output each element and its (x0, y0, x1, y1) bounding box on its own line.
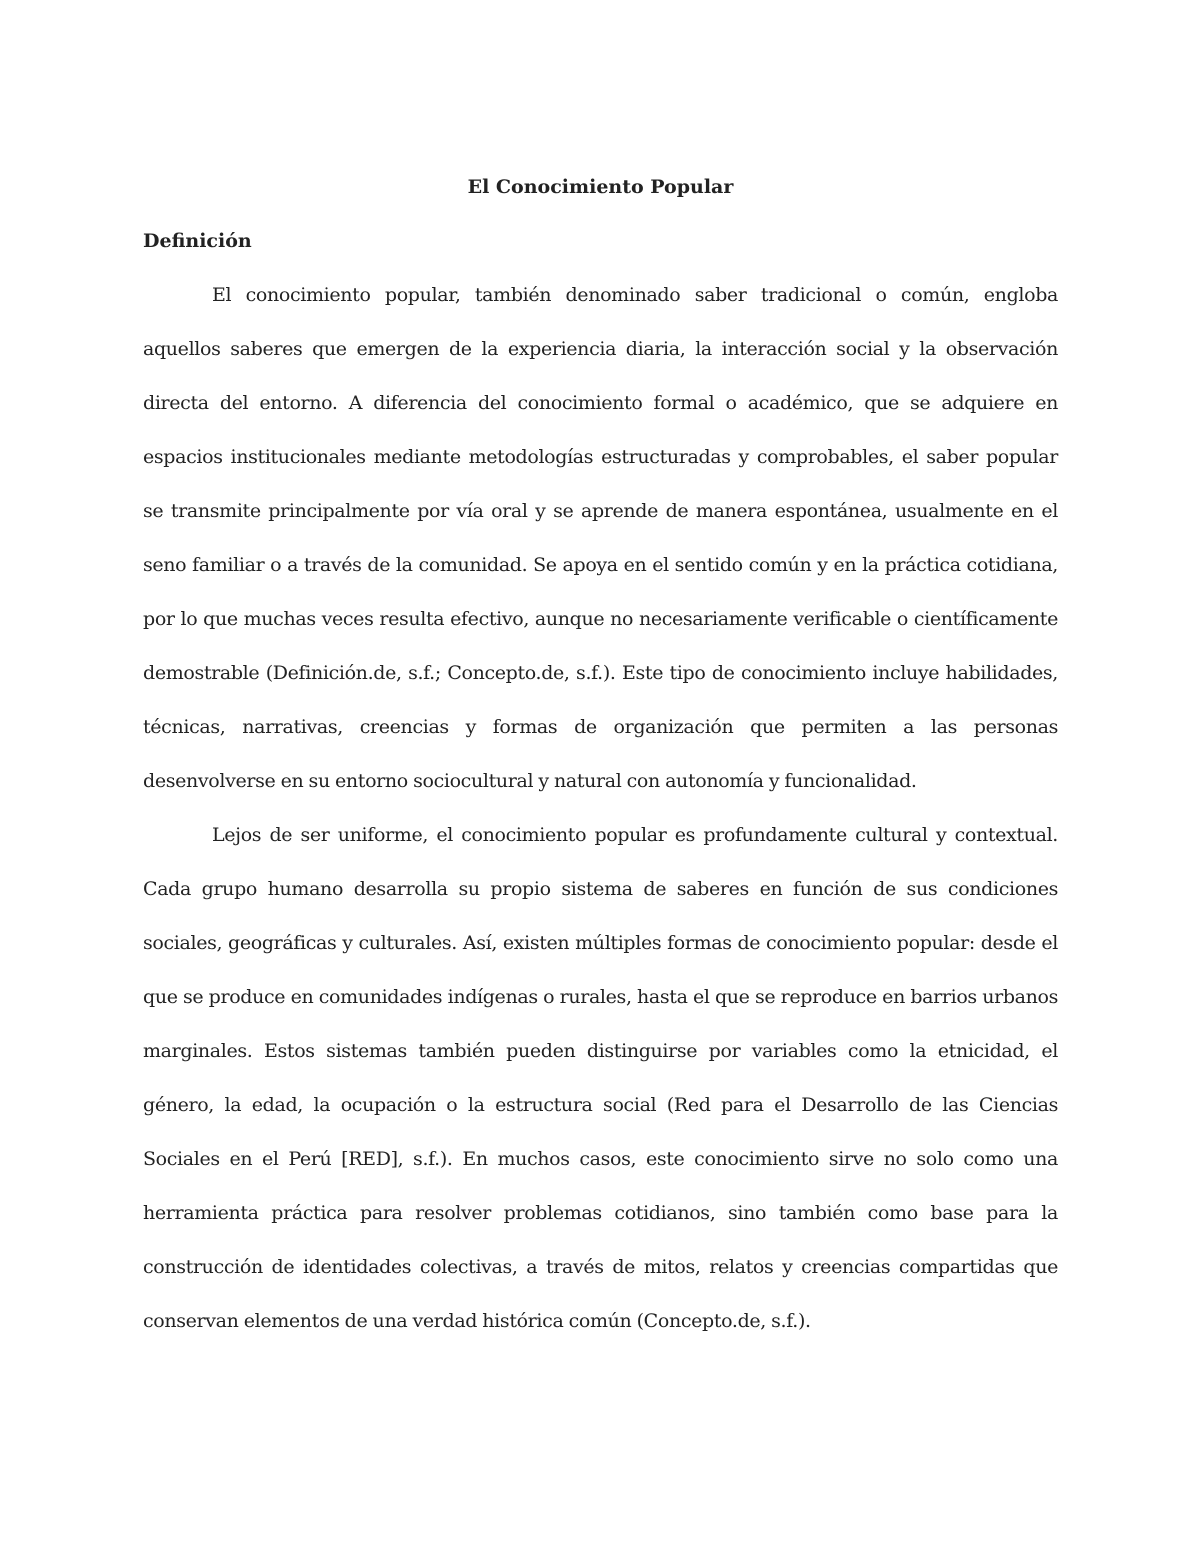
document-page (143, 170, 1058, 1348)
paragraph-2: Lejos de ser uniforme, el conocimiento popular es profundamente cultural y contextual. Cada grupo humano desarrolla su propio sistema de saberes en función de sus condiciones sociales, geográficas y culturales. Así, existen múltiples formas de conocimiento popular: desde el que se produce en comunidades indígenas o rurales, hasta el que se reproduce en barrios urbanos marginales. Estos sistemas también pueden distinguirse por variables como la etnicidad, el género, la edad, la ocupación o la estructura social (Red para el Desarrollo de las Ciencias Sociales en el Perú [RED], s.f.). En muchos casos, este conocimiento sirve no solo como una herramienta práctica para resolver problemas cotidianos, sino también como base para la construcción de identidades colectivas, a través de mitos, relatos y creencias compartidas que conservan elementos de una verdad histórica común (Concepto.de, s.f.). (143, 824, 1058, 1332)
paragraph-1: El conocimiento popular, también denominado saber tradicional o común, engloba aquellos saberes que emergen de la experiencia diaria, la interacción social y la observación directa del entorno. A diferencia del conocimiento formal o académico, que se adquiere en espacios institucionales mediante metodologías estructuradas y comprobables, el saber popular se transmite principalmente por vía oral y se aprende de manera espontánea, usualmente en el seno familiar o a través de la comunidad. Se apoya en el sentido común y en la práctica cotidiana, por lo que muchas veces resulta efectivo, aunque no necesariamente verificable o científicamente demostrable (Definición.de, s.f.; Concepto.de, s.f.). Este tipo de conocimiento incluye habilidades, técnicas, narrativas, creencias y formas de organización que permiten a las personas desenvolverse en su entorno sociocultural y natural con autonomía y funcionalidad. (143, 284, 1058, 792)
document-title: El Conocimiento Popular (467, 176, 734, 198)
section-heading: Definición (143, 230, 252, 252)
